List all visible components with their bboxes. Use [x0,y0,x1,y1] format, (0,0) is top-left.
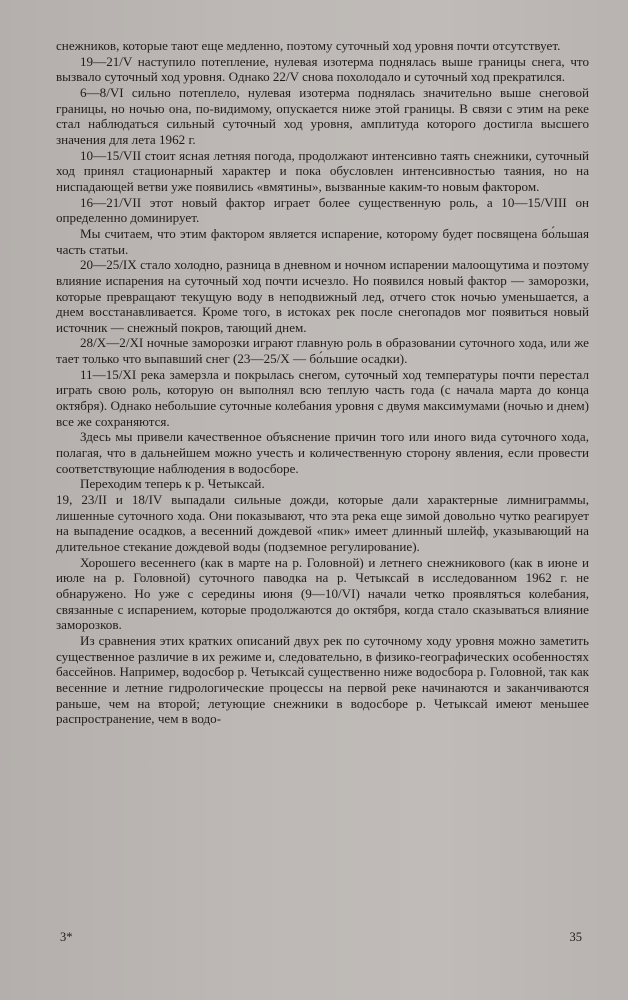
paragraph-continuation: снежников, которые тают еще медленно, поэтому суточный ход уровня почти отсутствует. [56,38,561,53]
paragraph-may-warming: 19—21/V наступило потепление, нулевая изотерма поднялась выше границы снега, что вызвало суточный ход уровня. Однако 22/V снова похолодало и суточный ход прекратился. [56,53,589,85]
paragraph-september-cold: 20—25/IX стало холодно, разница в дневном и ночном испарении малоощутима и поэтому влияние испарения на суточный ход почти исчезло. Но появился новый фактор — заморозки, которые превращают текущую воду в неподвижный лед, отчего сток ночью уменьшается, а днем восстанавливается. Кроме того, в истоках рек после снегопадов мог появиться новый источник — снежный покров, тающий днем. [56,257,589,335]
paragraph-rain-events: 19, 23/II и 18/IV выпадали сильные дожди, которые дали характерные лимниграммы, лишенные суточного хода. Они показывают, что эта река еще зимой довольно чутко реагирует на выпадение осадков, а весенний дождевой «пик» имеет длинный шлейф, указывающий на длительное стекание дождевой воды (подземное регулирование). [56,492,589,554]
paragraph-november-freeze: 11—15/XI река замерзла и покрылась снегом, суточный ход температуры почти перестал играть свою роль, которую он выполнял всю теплую часть года (с начала марта до конца октября). Однако небольшие суточные колебания уровня с двумя максимумами (ночью и днем) все же сохраняются. [56,366,589,429]
paragraph-river-comparison: Из сравнения этих кратких описаний двух рек по суточному ходу уровня можно заметить существенное различие в их режиме и, следовательно, в физико-географических особенностях бассейнов. Например, водосбор р. Четыксай существенно ниже водосбора р. Головной, так как весенние и летние гидрологические процессы на первой реке начинаются и заканчиваются раньше, чем на второй; летующие снежники в водосборе р. Четыксай имеют меньшее распространение, чем в водо- [56,632,589,727]
paragraph-june-warming: 6—8/VI сильно потеплело, нулевая изотерма поднялась значительно выше снеговой границы, но ночью она, по-видимому, опускается ниже этой границы. В связи с этим на реке стал наблюдаться сильный суточный ход уровня, амплитуда которого достигла высшего значения для лета 1962 г. [56,84,589,147]
paragraph-july-weather: 10—15/VII стоит ясная летняя погода, продолжают интенсивно таять снежники, суточный ход принял стационарный характер и пока обусловлен интенсивностью таяния, но на ниспадающей ветви уже появились «вмятины», вызванные каким-то новым фактором. [56,147,589,194]
paragraph-evaporation: Мы считаем, что этим фактором является испарение, которому будет посвящена бо́льшая часть статьи. [56,225,589,257]
page-number: 35 [569,930,582,944]
paragraph-new-factor: 16—21/VII этот новый фактор играет более существенную роль, а 10—15/VIII он определенно доминирует. [56,194,589,226]
signature-mark: 3* [60,930,73,944]
page-footer [60,930,582,948]
body-text [56,38,589,727]
paragraph-october-frosts: 28/X—2/XI ночные заморозки играют главную роль в образовании суточного хода, или же тает только что выпавший снег (23—25/X — бо́льшие осадки). [56,335,589,367]
paragraph-flood-comparison: Хорошего весеннего (как в марте на р. Головной) и летнего снежникового (как в июне и июле на р. Головной) суточного паводка на р. Четыксай в исследованном 1962 г. не обнаружено. Но уже с середины июня (9—10/VI) начали четко проявляться колебания, связанные с испарением, которые продолжаются до октября, когда стало сказываться влияние заморозков. [56,554,589,633]
paragraph-qualitative-explanation: Здесь мы привели качественное объяснение причин того или иного вида суточного хода, полагая, что в дальнейшем можно учесть и количественную сторону явления, если провести соответствующие наблюдения в водосборе. [56,429,589,476]
paragraph-chetyksai-intro: Переходим теперь к р. Четыксай. [80,476,265,492]
